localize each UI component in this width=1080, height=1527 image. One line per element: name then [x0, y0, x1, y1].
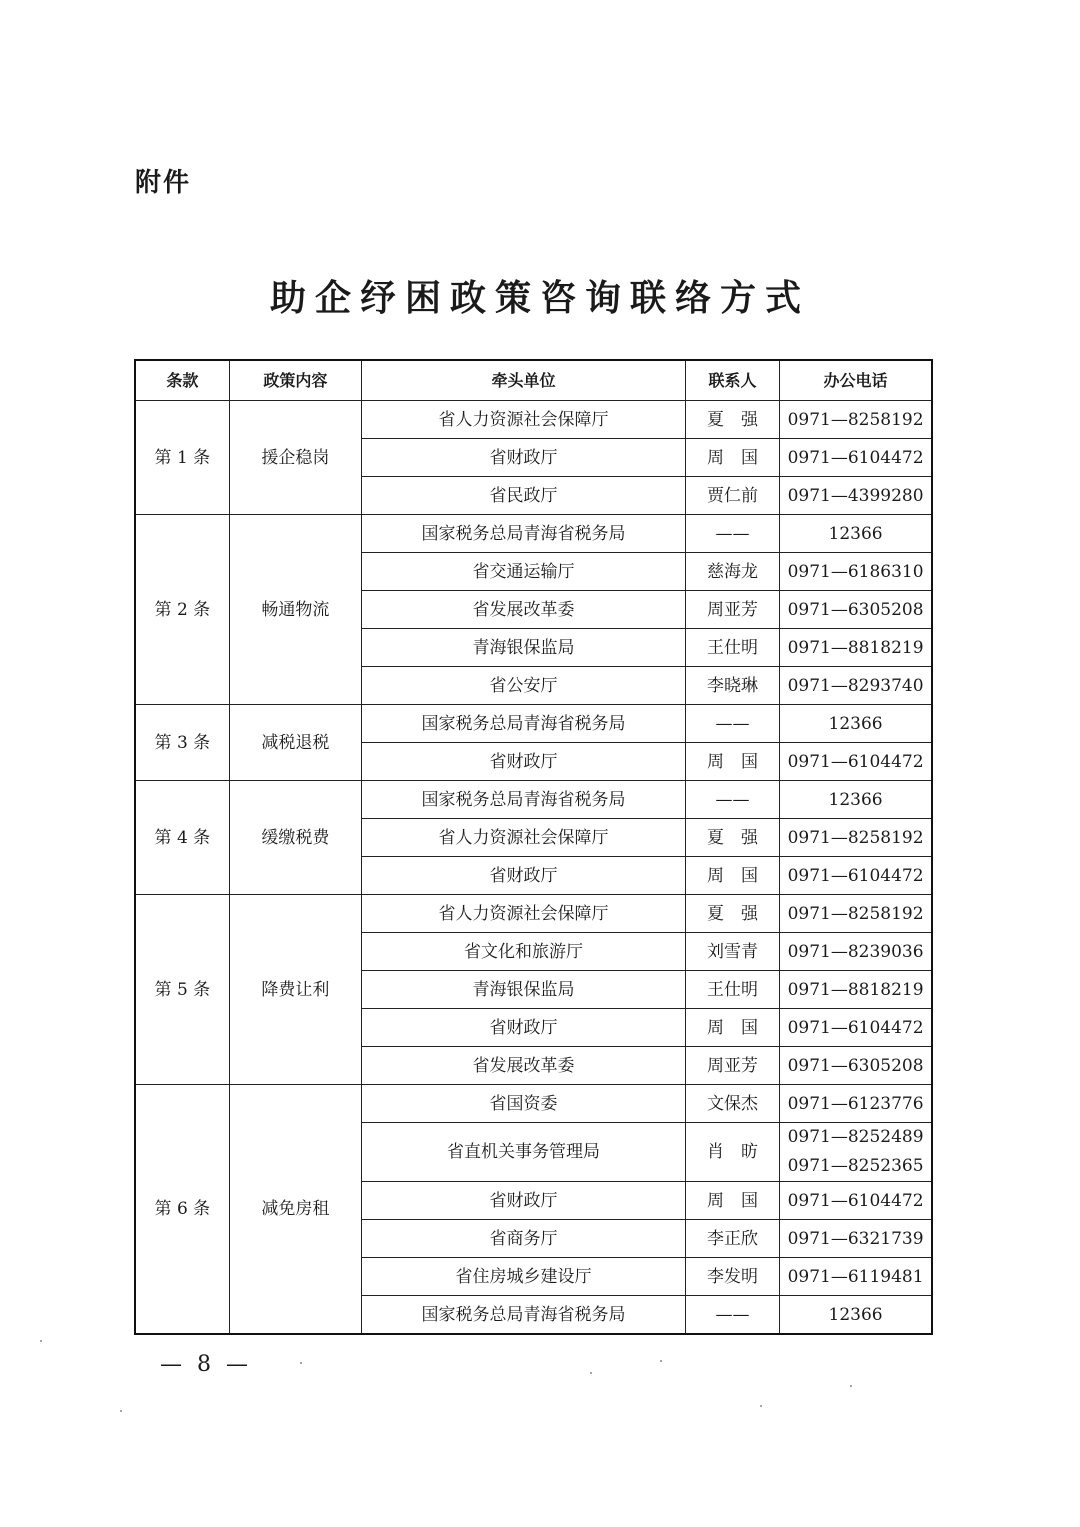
scan-speck	[760, 1405, 762, 1407]
clause-cell: 第 4 条	[135, 781, 229, 895]
scan-speck	[660, 1360, 662, 1362]
scan-speck	[120, 1410, 122, 1412]
unit-cell: 省交通运输厅	[362, 553, 686, 591]
unit-cell: 省财政厅	[362, 857, 686, 895]
unit-cell: 省财政厅	[362, 439, 686, 477]
phone-number: 0971—6321739	[787, 1228, 924, 1249]
phone-number: 0971—6123776	[787, 1093, 924, 1114]
phone-number: 0971—8818219	[787, 979, 924, 1000]
phone-number: 12366	[828, 1304, 883, 1325]
contact-cell: 周亚芳	[685, 1047, 779, 1085]
phone-cell	[780, 857, 932, 895]
contact-cell: ——	[685, 781, 779, 819]
phone-number: 0971—6104472	[787, 865, 924, 886]
unit-cell: 省公安厅	[362, 667, 686, 705]
table-row	[135, 705, 932, 743]
header-unit: 牵头单位	[362, 360, 686, 401]
unit-cell: 省住房城乡建设厅	[362, 1258, 686, 1296]
policy-cell: 减税退税	[229, 705, 361, 781]
policy-cell: 缓缴税费	[229, 781, 361, 895]
scan-speck	[590, 1372, 592, 1374]
phone-cell	[780, 439, 932, 477]
table-header-row	[135, 360, 932, 401]
unit-cell: 省财政厅	[362, 1182, 686, 1220]
unit-cell: 省人力资源社会保障厅	[362, 895, 686, 933]
unit-cell: 国家税务总局青海省税务局	[362, 515, 686, 553]
table-body	[135, 401, 932, 1335]
phone-cell	[780, 1258, 932, 1296]
contact-table	[134, 359, 933, 1335]
contact-cell: 周 国	[685, 1182, 779, 1220]
unit-cell: 国家税务总局青海省税务局	[362, 1296, 686, 1335]
phone-cell	[780, 1182, 932, 1220]
contact-cell: ——	[685, 1296, 779, 1335]
unit-cell: 省财政厅	[362, 1009, 686, 1047]
unit-cell: 省发展改革委	[362, 591, 686, 629]
contact-cell: 王仕明	[685, 971, 779, 1009]
phone-cell	[780, 781, 932, 819]
phone-number: 0971—8293740	[787, 675, 924, 696]
phone-cell	[780, 1123, 932, 1182]
phone-number: 12366	[828, 789, 883, 810]
unit-cell: 国家税务总局青海省税务局	[362, 781, 686, 819]
unit-cell: 省文化和旅游厅	[362, 933, 686, 971]
contact-cell: 周 国	[685, 1009, 779, 1047]
contact-cell: 周亚芳	[685, 591, 779, 629]
phone-number: 12366	[828, 523, 883, 544]
phone-number: 0971—4399280	[787, 485, 924, 506]
policy-cell: 援企稳岗	[229, 401, 361, 515]
clause-cell: 第 2 条	[135, 515, 229, 705]
contact-cell: 李发明	[685, 1258, 779, 1296]
contact-cell: 周 国	[685, 857, 779, 895]
contact-cell: 李晓琳	[685, 667, 779, 705]
phone-number: 0971—6104472	[787, 1190, 924, 1211]
phone-number: 0971—6104472	[787, 751, 924, 772]
phone-number: 0971—6305208	[787, 1055, 924, 1076]
table-row	[135, 1085, 932, 1123]
unit-cell: 国家税务总局青海省税务局	[362, 705, 686, 743]
header-contact: 联系人	[685, 360, 779, 401]
contact-cell: 夏 强	[685, 819, 779, 857]
table-row	[135, 401, 932, 439]
phone-cell	[780, 1220, 932, 1258]
attachment-label: 附件	[135, 168, 192, 198]
header-phone: 办公电话	[780, 360, 932, 401]
phone-cell	[780, 553, 932, 591]
phone-cell	[780, 1085, 932, 1123]
policy-cell: 降费让利	[229, 895, 361, 1085]
phone-number: 12366	[828, 713, 883, 734]
unit-cell: 省人力资源社会保障厅	[362, 819, 686, 857]
phone-cell	[780, 591, 932, 629]
unit-cell: 青海银保监局	[362, 629, 686, 667]
document-title: 助企纾困政策咨询联络方式	[269, 277, 810, 319]
phone-cell	[780, 895, 932, 933]
policy-cell: 畅通物流	[229, 515, 361, 705]
contact-cell: 肖 昉	[685, 1123, 779, 1182]
phone-number: 0971—6104472	[787, 1017, 924, 1038]
contact-cell: 夏 强	[685, 401, 779, 439]
phone-number: 0971—6119481	[787, 1266, 924, 1287]
unit-cell: 省发展改革委	[362, 1047, 686, 1085]
page-number: — 8 —	[160, 1352, 252, 1377]
contact-cell: 周 国	[685, 439, 779, 477]
phone-number: 0971—8258192	[787, 409, 924, 430]
phone-cell	[780, 705, 932, 743]
phone-cell	[780, 629, 932, 667]
policy-cell: 减免房租	[229, 1085, 361, 1335]
phone-number: 0971—6186310	[787, 561, 924, 582]
phone-cell	[780, 515, 932, 553]
clause-cell: 第 3 条	[135, 705, 229, 781]
phone-number: 0971—8258192	[787, 903, 924, 924]
clause-cell: 第 5 条	[135, 895, 229, 1085]
phone-number: 0971—6104472	[787, 447, 924, 468]
phone-cell	[780, 401, 932, 439]
clause-cell: 第 6 条	[135, 1085, 229, 1335]
contact-cell: 夏 强	[685, 895, 779, 933]
table-row	[135, 895, 932, 933]
phone-cell	[780, 743, 932, 781]
contact-cell: 刘雪青	[685, 933, 779, 971]
contact-cell: 王仕明	[685, 629, 779, 667]
phone-cell	[780, 1009, 932, 1047]
unit-cell: 省财政厅	[362, 743, 686, 781]
phone-cell	[780, 971, 932, 1009]
table-row	[135, 515, 932, 553]
unit-cell: 省民政厅	[362, 477, 686, 515]
phone-number: 0971—6305208	[787, 599, 924, 620]
unit-cell: 省直机关事务管理局	[362, 1123, 686, 1182]
header-clause: 条款	[135, 360, 229, 401]
scan-speck	[40, 1340, 42, 1342]
phone-number: 0971—8818219	[787, 637, 924, 658]
phone-cell	[780, 819, 932, 857]
phone-number: 0971—8252489	[787, 1127, 924, 1147]
unit-cell: 青海银保监局	[362, 971, 686, 1009]
scan-speck	[300, 1362, 302, 1364]
phone-cell	[780, 933, 932, 971]
contact-cell: ——	[685, 515, 779, 553]
contact-cell: 文保杰	[685, 1085, 779, 1123]
contact-cell: 慈海龙	[685, 553, 779, 591]
phone-number: 0971—8252365	[787, 1156, 924, 1176]
phone-cell	[780, 1296, 932, 1335]
phone-cell	[780, 477, 932, 515]
contact-cell: 贾仁前	[685, 477, 779, 515]
phone-cell	[780, 667, 932, 705]
header-policy: 政策内容	[229, 360, 361, 401]
unit-cell: 省人力资源社会保障厅	[362, 401, 686, 439]
table-row	[135, 781, 932, 819]
clause-cell: 第 1 条	[135, 401, 229, 515]
contact-cell: 李正欣	[685, 1220, 779, 1258]
phone-number: 0971—8239036	[787, 941, 924, 962]
scan-speck	[850, 1385, 852, 1387]
phone-cell	[780, 1047, 932, 1085]
contact-cell: ——	[685, 705, 779, 743]
unit-cell: 省国资委	[362, 1085, 686, 1123]
contact-cell: 周 国	[685, 743, 779, 781]
unit-cell: 省商务厅	[362, 1220, 686, 1258]
phone-number: 0971—8258192	[787, 827, 924, 848]
